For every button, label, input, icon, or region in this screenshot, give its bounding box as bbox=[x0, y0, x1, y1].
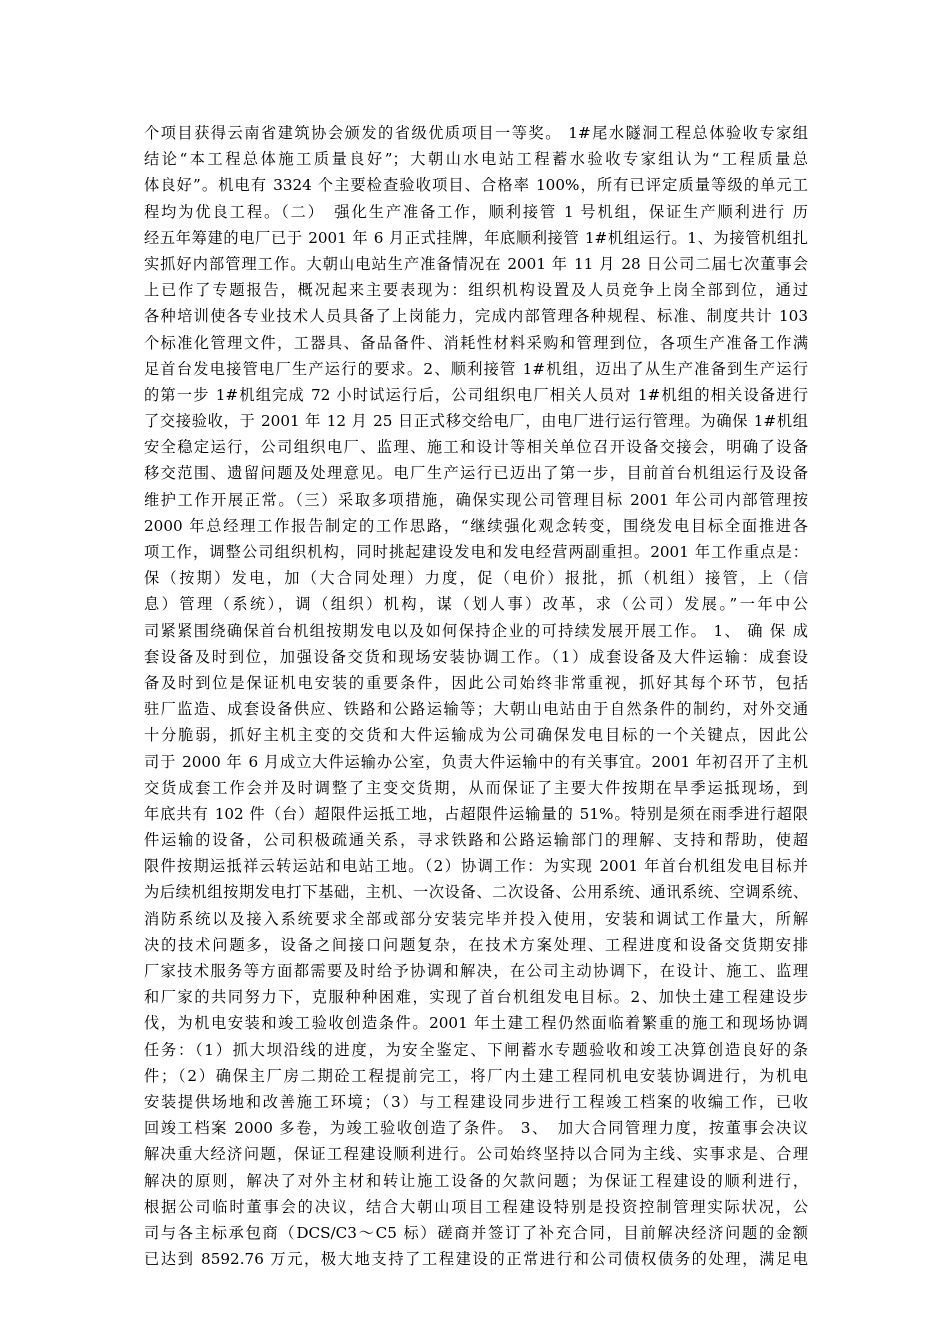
text-line: 的第一步 1#机组完成 72 小时试运行后，公司组织电厂相关人员对 1#机组的相关设备进行 bbox=[144, 385, 808, 404]
text-line: 2000 年总经理工作报告制定的工作思路，“继续强化观念转变，围绕发电目标全面推进各 bbox=[144, 516, 808, 535]
text-line: 件运输的设备，公司积极疏通关系，寻求铁路和公路运输部门的理解、支持和帮助，使超 bbox=[144, 831, 808, 850]
text-line: 和厂家的共同努力下，克服种种困难，实现了首台机组发电目标。2、加快土建工程建设步 bbox=[144, 988, 808, 1007]
text-line: 实抓好内部管理工作。大朝山电站生产准备情况在 2001 年 11 月 28 日公司二届七次董事会 bbox=[144, 254, 808, 273]
text-line: 解决重大经济问题，保证工程建设顺利进行。公司始终坚持以合同为主线、实事求是、合理 bbox=[144, 1145, 808, 1164]
text-line: 解决的原则，解决了对外主材和转让施工设备的欠款问题；为保证工程建设的顺利进行， bbox=[144, 1171, 808, 1190]
text-line: 安全稳定运行，公司组织电厂、监理、施工和设计等相关单位召开设备交接会，明确了设备 bbox=[144, 438, 808, 457]
text-line: 上已作了专题报告，概况起来主要表现为：组织机构设置及人员竞争上岗全部到位，通过 bbox=[144, 281, 808, 300]
text-line: 项工作，调整公司组织机构，同时挑起建设发电和发电经营两副重担。2001 年工作重点是： bbox=[144, 543, 808, 561]
text-line: 司紧紧围绕确保首台机组按期发电以及如何保持企业的可持续发展开展工作。 1、 确 保 成 bbox=[144, 621, 808, 640]
text-line: 个项目获得云南省建筑协会颁发的省级优质项目一等奖。 1#尾水隧洞工程总体验收专家组 bbox=[144, 124, 808, 142]
text-line: 决的技术问题多，设备之间接口问题复杂，在技术方案处理、工程进度和设备交货期安排 bbox=[144, 935, 808, 954]
text-line: 十分脆弱，抓好主机主变的交货和大件运输成为公司确保发电目标的一个关键点，因此公 bbox=[144, 726, 808, 745]
text-line: 安装提供场地和改善施工环境；（3）与工程建设同步进行工程竣工档案的收编工作，已收 bbox=[144, 1092, 808, 1111]
text-line: 体良好”。机电有 3324 个主要检查验收项目、合格率 100%，所有已评定质量等级的单元工 bbox=[144, 176, 808, 195]
text-line: 任务：（1）抓大坝沿线的进度，为安全鉴定、下闸蓄水专题验收和竣工决算创造良好的条 bbox=[144, 1040, 808, 1059]
text-line: 套设备及时到位，加强设备交货和现场安装协调工作。（1）成套设备及大件运输：成套设 bbox=[144, 647, 808, 666]
text-line: 程均为优良工程。（二） 强化生产准备工作，顺利接管 1 号机组，保证生产顺利进行 历 bbox=[144, 202, 808, 221]
text-line: 足首台发电接管电厂生产运行的要求。2、顺利接管 1#机组，迈出了从生产准备到生产运行 bbox=[144, 359, 808, 378]
text-line: 保（按期）发电，加（大合同处理）力度，促（电价）报批，抓（机组）接管，上（信 bbox=[144, 569, 808, 588]
text-line: 限件按期运抵祥云转运站和电站工地。（2）协调工作：为实现 2001 年首台机组发电目标并 bbox=[144, 857, 808, 876]
text-line: 已达到 8592.76 万元，极大地支持了工程建设的正常进行和公司债权债务的处理，满足电 bbox=[144, 1250, 808, 1269]
text-line: 厂家技术服务等方面都需要及时给予协调和解决，在公司主动协调下，在设计、施工、监理 bbox=[144, 962, 808, 980]
text-line: 移交范围、遗留问题及处理意见。电厂生产运行已迈出了第一步，目前首台机组运行及设备 bbox=[144, 464, 808, 483]
text-line: 根据公司临时董事会的决议，结合大朝山项目工程建设特别是投资控制管理实际状况，公 bbox=[144, 1197, 808, 1216]
text-line: 件；（2）确保主厂房二期砼工程提前完工，将厂内土建工程同机电安装协调进行，为机电 bbox=[144, 1066, 808, 1085]
text-line: 经五年筹建的电厂已于 2001 年 6 月正式挂牌，年底顺利接管 1#机组运行。1、为接管机组扎 bbox=[144, 228, 808, 247]
text-line: 交货成套工作会并及时调整了主变交货期，从而保证了主要大件按期在旱季运抵现场，到 bbox=[144, 778, 808, 797]
text-line: 消防系统以及接入系统要求全部或部分安装完毕并投入使用，安装和调试工作量大，所解 bbox=[144, 909, 808, 928]
text-line: 结论“本工程总体施工质量良好”；大朝山水电站工程蓄水验收专家组认为“工程质量总 bbox=[144, 150, 808, 169]
body-text bbox=[144, 120, 808, 1272]
text-line: 个标准化管理文件，工器具、备品备件、消耗性材料采购和管理到位，各项生产准备工作满 bbox=[144, 333, 808, 352]
text-line: 驻厂监造、成套设备供应、铁路和公路运输等；大朝山电站由于自然条件的制约，对外交通 bbox=[144, 700, 808, 719]
text-line: 各种培训使各专业技术人员具备了上岗能力，完成内部管理各种规程、标准、制度共计 103 bbox=[144, 307, 808, 326]
text-line: 司于 2000 年 6 月成立大件运输办公室，负责大件运输中的有关事宜。2001 年初召开了主机 bbox=[144, 752, 808, 771]
text-line: 年底共有 102 件（台）超限件运抵工地，占超限件运输量的 51%。特别是须在雨季进行超限 bbox=[144, 804, 808, 823]
text-line: 维护工作开展正常。（三）采取多项措施，确保实现公司管理目标 2001 年公司内部管理按 bbox=[144, 490, 808, 509]
text-line: 司与各主标承包商（DCS/C3～C5 标）磋商并签订了补充合同，目前解决经济问题的金额 bbox=[144, 1223, 808, 1242]
text-line: 备及时到位是保证机电安装的重要条件，因此公司始终非常重视，抓好其每个环节，包括 bbox=[144, 673, 808, 692]
text-line: 息）管理（系统），调（组织）机构，谋（划人事）改革，求（公司）发展。”一年中公 bbox=[144, 595, 808, 614]
text-line: 回竣工档案 2000 多卷，为竣工验收创造了条件。 3、 加大合同管理力度，按董事会决议 bbox=[144, 1119, 808, 1138]
text-line: 伐，为机电安装和竣工验收创造条件。2001 年土建工程仍然面临着繁重的施工和现场协调 bbox=[144, 1014, 808, 1033]
text-line: 了交接验收，于 2001 年 12 月 25 日正式移交给电厂，由电厂进行运行管理。为确保 1#机组 bbox=[144, 412, 808, 431]
text-line: 为后续机组按期发电打下基础，主机、一次设备、二次设备、公用系统、通讯系统、空调系统、 bbox=[144, 883, 808, 902]
